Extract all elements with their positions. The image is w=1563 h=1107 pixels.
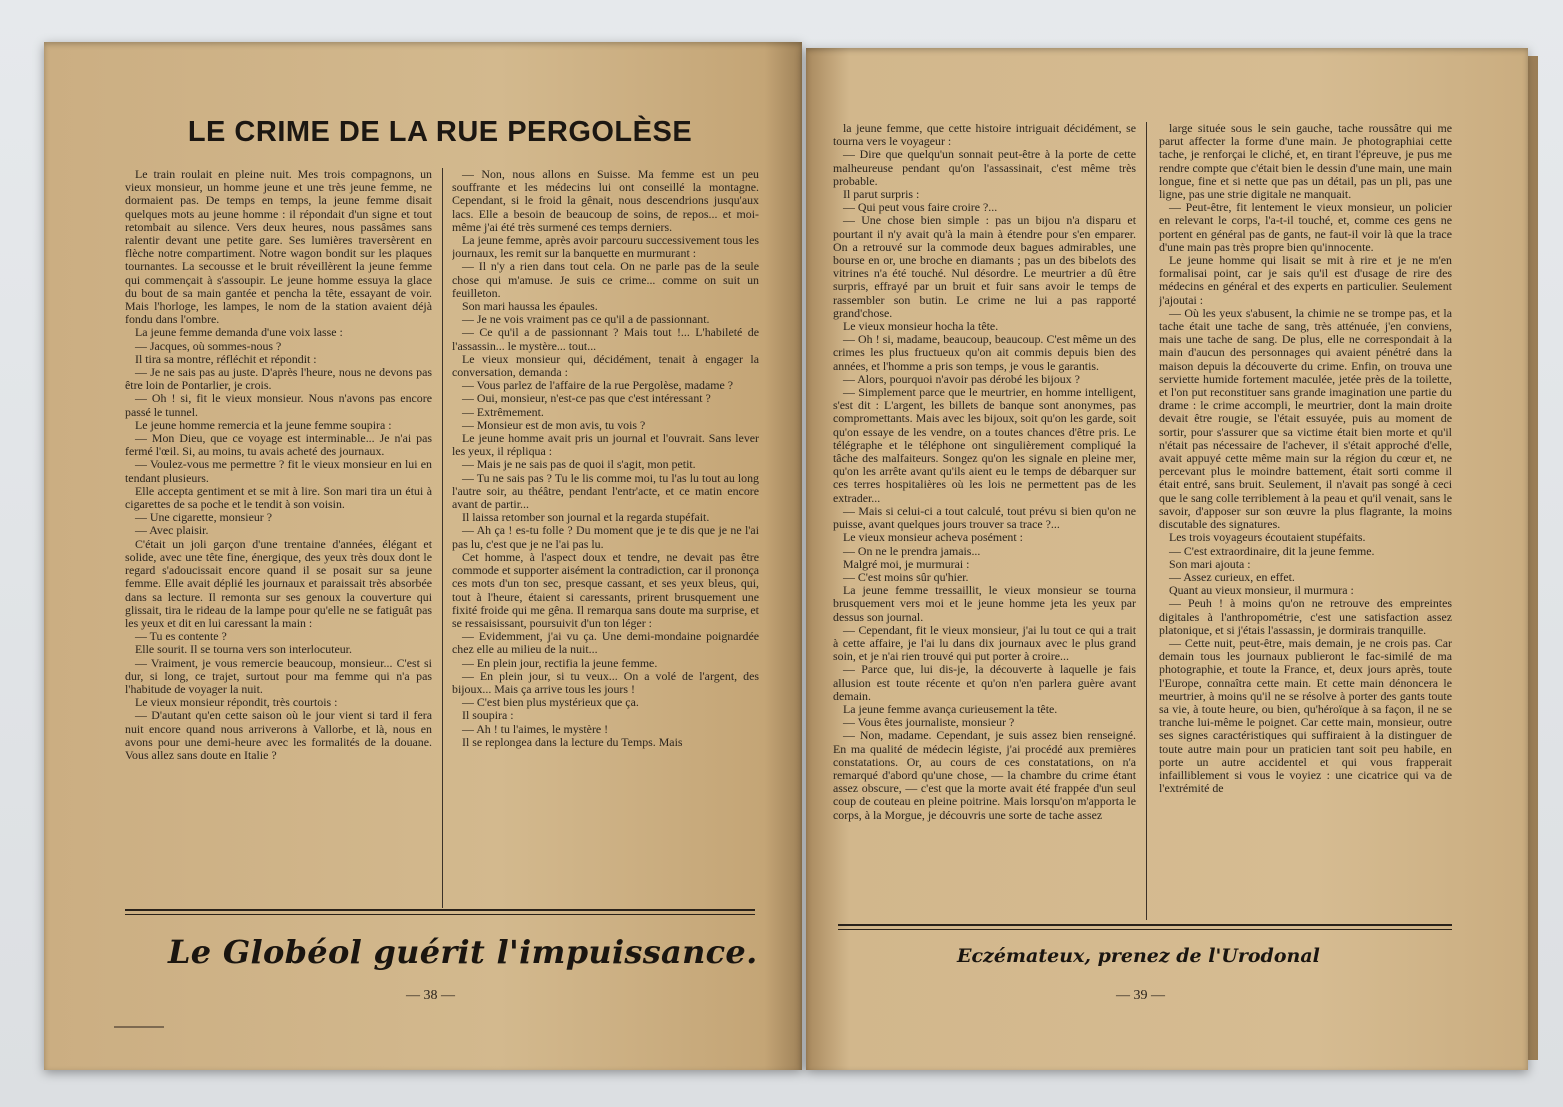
paragraph: — Vraiment, je vous remercie beaucoup, monsieur... C'est si dur, si long, ce trajet, surtout pour ma femme qui n'a pas l'habitude de voyager la nuit. bbox=[125, 655, 432, 696]
paragraph: — C'est bien plus mystérieux que ça. bbox=[462, 695, 639, 710]
paragraph: — En plein jour, si tu veux... On a volé de l'argent, des bijoux... Mais ça arrive tous les jours ! bbox=[452, 668, 759, 696]
paragraph: Quant au vieux monsieur, il murmura : bbox=[1169, 583, 1354, 598]
paragraph: — Dire que quelqu'un sonnait peut-être à la porte de cette malheureuse pendant qu'on l'assassinait, c'est même très probable. bbox=[833, 147, 1136, 188]
paragraph: — Peuh ! à moins qu'on ne retrouve des empreintes digitales à l'anthropométrie, c'est une satisfaction assez platonique, et si j'étais l'assassin, je dormirais tranquille. bbox=[1159, 596, 1452, 637]
paragraph: — En plein jour, rectifia la jeune femme. bbox=[462, 655, 658, 670]
advertisement-left: Le Globéol guérit l'impuissance. bbox=[168, 933, 758, 971]
paragraph: — Où les yeux s'abusent, la chimie ne se trompe pas, et la tache était une tache de sang, très atténuée, j'en conviens, mais une tache de sang. De plus, elle ne correspondait à la main d'aucun des personnages qui avaient pénétré dans la maison depuis la découverte du crime. Enfin, on trouva une serviette humide fortement maculée, jetée près de la toilette, et l'on put reconstituer sans grande imagination une partie du drame : le crime accompli, le meurtrier, dont la main droite devait être rougie, se l'était essuyée, puis au moment de sortir, pour s'assurer que sa victime était bien morte et qu'il n'était pas nécessaire de l'achever, il s'était approché d'elle, avait appuyé cette même main sur la région du cœur et, ne percevant plus le moindre battement, était sorti comme il était entré, sans bruit. Seulement, il n'avait pas songé à ceci que le sang colle terriblement à la peau et qu'il venait, sans le savoir, d'apposer sur son œuvre la plus flagrante, la moins discutable des signatures. bbox=[1159, 305, 1452, 532]
text-column-4 bbox=[1159, 122, 1452, 922]
paragraph: Il se replongea dans la lecture du Temps. Mais bbox=[462, 734, 683, 749]
text-column-2 bbox=[452, 168, 759, 913]
paragraph: Le vieux monsieur qui, décidément, tenait à engager la conversation, demanda : bbox=[452, 351, 759, 380]
paragraph: — Avec plaisir. bbox=[135, 523, 209, 538]
paragraph: La jeune femme avança curieusement la tête. bbox=[843, 701, 1058, 716]
paragraph: — Monsieur est de mon avis, tu vois ? bbox=[462, 417, 646, 432]
column-divider-left bbox=[442, 168, 443, 908]
paragraph: — Il n'y a rien dans tout cela. On ne parle pas de la seule chose qui m'amuse. Je suis ce crime... comme on suit un feuilleton. bbox=[452, 259, 759, 300]
article-title: LE CRIME DE LA RUE PERGOLÈSE bbox=[187, 116, 693, 148]
paragraph: Il laissa retomber son journal et la regarda stupéfait. bbox=[462, 510, 710, 525]
paragraph: — D'autant qu'en cette saison où le jour vient si tard il fera nuit encore quand nous arriverons à Vallorbe, et là, nous en avons pour une demi-heure avec les formalités de la douane. Vous allez sans doute en Italie ? bbox=[125, 708, 432, 762]
paragraph: — Peut-être, fit lentement le vieux monsieur, un policier en relevant le corps, l'a-t-il touché, et, comme ces gens ne portent en général pas de gants, ne faut-il voir là que la trace d'une main pas très propre bien qu'innocente. bbox=[1159, 200, 1452, 254]
paragraph: — Cette nuit, peut-être, mais demain, je ne crois pas. Car demain tous les journaux publieront le fac-similé de ma photographie, et toute la France, et, deux jours après, toute l'Europe, connaîtra cette main. Et cette main dénoncera le meurtrier, à moins qu'il ne se résolve à porter des gants toute sa vie, à toute heure, ou bien, qu'héroïque à sa façon, il ne se tranche lui-même le poignet. Car cette main, monsieur, outre ses signes caractéristiques qui suffiraient à la distinguer de toute autre main pour un praticien tant soit peu habile, en porte un autre accidentel et qui vous frapperait infailliblement si vous le voyiez : une cicatrice qui va de l'extrémité de bbox=[1159, 635, 1452, 796]
paragraph: — Mon Dieu, que ce voyage est interminable... Je n'ai pas fermé l'œil. Si, au moins, tu avais acheté des journaux. bbox=[125, 431, 432, 459]
paragraph: Les trois voyageurs écoutaient stupéfaits. bbox=[1169, 530, 1366, 545]
paragraph: — Oh ! si, madame, beaucoup, beaucoup. C'est même un des crimes les plus fructueux qu'on ait commis depuis bien des années, et l'homme a pris son temps, je vous le garantis. bbox=[833, 332, 1136, 373]
paragraph: Le vieux monsieur hocha la tête. bbox=[843, 319, 999, 334]
paragraph: — C'est moins sûr qu'hier. bbox=[843, 569, 969, 584]
paragraph: — On ne le prendra jamais... bbox=[843, 543, 981, 558]
paragraph: Il tira sa montre, réfléchit et répondit : bbox=[135, 351, 317, 366]
paragraph: — Oui, monsieur, n'est-ce pas que c'est intéressant ? bbox=[462, 391, 711, 406]
paragraph: — Tu ne sais pas ? Tu le lis comme moi, tu l'as lu tout au long l'autre soir, au théâtre, pendant l'entr'acte, et ce matin encore avant de partir... bbox=[452, 470, 759, 512]
paragraph: — Extrêmement. bbox=[462, 404, 544, 419]
paragraph: — Cependant, fit le vieux monsieur, j'ai lu tout ce qui a trait à cette affaire, je l'ai lu dans dix journaux avec le plus grand soin, et je n'ai rien trouvé qui put porter à croire... bbox=[833, 622, 1136, 664]
paragraph: La jeune femme tressaillit, le vieux monsieur se tourna brusquement vers moi et le jeune homme jeta les yeux par dessus son journal. bbox=[833, 583, 1136, 624]
text-column-1 bbox=[125, 168, 432, 903]
paragraph: Le jeune homme remercia et la jeune femme soupira : bbox=[135, 417, 392, 432]
paragraph: — Qui peut vous faire croire ?... bbox=[843, 200, 998, 215]
paragraph: large située sous le sein gauche, tache roussâtre qui me parut affecter la forme d'une main. Je photographiai cette tache, je renforçai le cliché, et, en tirant l'épreuve, je pus me rendre compte que c'était bien le dessin d'une main, une main longue, fine et si nette que pas un détail, pas un pli, pas une ligne, pas une strie digitale ne manquait. bbox=[1159, 122, 1452, 202]
paragraph: Elle sourit. Il se tourna vers son interlocuteur. bbox=[135, 642, 352, 657]
paragraph: La jeune femme, après avoir parcouru successivement tous les journaux, les remit sur la banquette en murmurant : bbox=[452, 233, 759, 261]
footer-rule-right-thin bbox=[838, 929, 1452, 930]
paragraph: — Ah ça ! es-tu folle ? Du moment que je te dis que je ne l'ai pas lu, c'est que je ne l'ai pas lu. bbox=[452, 523, 759, 551]
paragraph: Il soupira : bbox=[462, 708, 514, 723]
paragraph: — Mais je ne sais pas de quoi il s'agit, mon petit. bbox=[462, 457, 696, 472]
paragraph: Le train roulait en pleine nuit. Mes trois compagnons, un vieux monsieur, un homme jeune et une très jeune femme, ne dormaient pas. De temps en temps, la jeune femme disait quelques mots au jeune homme : il répondait d'un signe et tout retombait au silence. Vers deux heures, nous passâmes sans ralentir devant une petite gare. Ses lumières traversèrent en flèche notre compartiment. Notre wagon bondit sur les plaques tournantes. La secousse et le bruit réveillèrent la jeune femme qui commençait à s'assoupir. Le jeune homme essuya la glace du bout de sa main gantée et pencha la tête, essayant de voir. Mais l'horloge, les lampes, le nom de la station avaient déjà fondu dans l'ombre. bbox=[125, 168, 432, 327]
paragraph: Le vieux monsieur répondit, très courtois : bbox=[135, 695, 338, 710]
text-column-3 bbox=[833, 122, 1136, 922]
paragraph: — Voulez-vous me permettre ? fit le vieux monsieur en lui en tendant plusieurs. bbox=[125, 457, 432, 485]
footer-rule-left bbox=[125, 909, 755, 911]
paragraph: Le jeune homme avait pris un journal et l'ouvrait. Sans lever les yeux, il répliqua : bbox=[452, 431, 759, 459]
paragraph: — Assez curieux, en effet. bbox=[1169, 569, 1295, 584]
paragraph: — Mais si celui-ci a tout calculé, tout prévu si bien qu'on ne puisse, avant quelques jours trouver sa trace ?... bbox=[833, 503, 1136, 532]
paragraph: C'était un joli garçon d'une trentaine d'années, élégant et solide, avec une tête fine, énergique, des yeux très doux dont le regard s'adoucissait encore quand il se posait sur sa jeune femme. Elle avait déplié les journaux et paraissait très absorbée dans sa lecture. Il remonta sur ses genoux la couverture qui glissait, tira le rideau de la lampe pour qu'elle ne se fatiguât pas les yeux et dit en lui caressant la main : bbox=[125, 536, 432, 630]
paragraph: — Non, nous allons en Suisse. Ma femme est un peu souffrante et les médecins lui ont conseillé la montagne. Cependant, si le froid la gênait, nous descendrions jusqu'aux lacs. Elle a besoin de beaucoup de soins, de repos... et moi-même j'ai été très surmené ces temps derniers. bbox=[452, 168, 759, 234]
paragraph: — Ce qu'il a de passionnant ? Mais tout !... L'habileté de l'assassin... le mystère... tout... bbox=[452, 325, 759, 353]
paragraph: Son mari ajouta : bbox=[1169, 556, 1251, 571]
paragraph: — Je ne vois vraiment pas ce qu'il a de passionnant. bbox=[462, 312, 710, 327]
paragraph: La jeune femme demanda d'une voix lasse : bbox=[135, 325, 343, 340]
paragraph: — Une chose bien simple : pas un bijou n'a disparu et pourtant il n'y avait qu'à la main à étendre pour s'en emparer. On a retrouvé sur la commode deux bagues admirables, une bourse en or, une broche en diamants ; pas un des bibelots des vitrines n'a été touché. Nul désordre. Le meurtrier a dû être surpris, effrayé par un bruit et fuir sans avoir le temps de rassembler son butin. Le crime ne lui a pas rapporté grand'chose. bbox=[833, 213, 1136, 320]
footer-rule-left-thin bbox=[125, 914, 755, 915]
paragraph: — Ah ! tu l'aimes, le mystère ! bbox=[462, 721, 609, 736]
page-number-left: — 38 — bbox=[406, 988, 455, 1003]
ink-smudge bbox=[114, 1026, 164, 1028]
paragraph: Malgré moi, je murmurai : bbox=[843, 556, 970, 571]
paragraph: — Jacques, où sommes-nous ? bbox=[135, 338, 282, 353]
advertisement-right: Eczémateux, prenez de l'Urodonal bbox=[957, 945, 1320, 967]
paragraph: — Vous êtes journaliste, monsieur ? bbox=[843, 715, 1015, 730]
paragraph: Cet homme, à l'aspect doux et tendre, ne devait pas être commode et supporter aisément la contradiction, car il prononça ces mots d'un ton sec, presque cassant, et ses yeux bleus, qui, tout à l'heure, étaient si caressants, prirent brusquement une fixité froide qui me gêna. Il remarqua sans doute ma surprise, et se ressaisissant, poursuivit d'un ton léger : bbox=[452, 549, 759, 630]
paragraph: — Non, madame. Cependant, je suis assez bien renseigné. En ma qualité de médecin légiste, j'ai procédé aux premières constatations. Or, au cours de ces constatations, on n'a remarqué d'abord qu'une chose, — la chambre du crime étant assez obscure, — c'est que la morte avait été frappée d'un seul coup de couteau en pleine poitrine. Mais lorsqu'on m'apporta le corps, à la Morgue, je découvris une sorte de tache assez bbox=[833, 728, 1136, 822]
paragraph: — C'est extraordinaire, dit la jeune femme. bbox=[1169, 543, 1375, 558]
paragraph: — Simplement parce que le meurtrier, en homme intelligent, s'est dit : L'argent, les billets de banque sont anonymes, pas compromettants. Mais avec les bijoux, soit qu'on les garde, soit qu'on essaye de les vendre, on a toutes chances d'être pris. Le télégraphe et le téléphone ont singulièrement compliqué la tâche des malfaiteurs. Songez qu'on les signale en pleine mer, qu'on les arrête avant qu'ils aient eu le temps de débarquer sur ces terres hospitalières où les lois ne permettent pas de les extrader... bbox=[833, 385, 1136, 505]
paragraph: Le vieux monsieur acheva posément : bbox=[843, 530, 1023, 545]
paragraph: la jeune femme, que cette histoire intriguait décidément, se tourna vers le voyageur : bbox=[833, 122, 1136, 149]
page-number-right: — 39 — bbox=[1116, 988, 1165, 1003]
column-divider-right bbox=[1146, 122, 1147, 920]
paragraph: Le jeune homme qui lisait se mit à rire et je ne m'en formalisai point, car je sais qu'il est d'usage de rire des médecins en général et des experts en particulier. Seulement j'ajoutai : bbox=[1159, 253, 1452, 307]
paragraph: — Evidemment, j'ai vu ça. Une demi-mondaine poignardée chez elle au milieu de la nuit... bbox=[452, 629, 759, 657]
paragraph: — Oh ! si, fit le vieux monsieur. Nous n'avons pas encore passé le tunnel. bbox=[125, 391, 432, 419]
paragraph: — Je ne sais pas au juste. D'après l'heure, nous ne devons pas être loin de Pontarlier, je crois. bbox=[125, 365, 432, 393]
paragraph: — Tu es contente ? bbox=[135, 629, 227, 644]
paragraph: — Une cigarette, monsieur ? bbox=[135, 510, 273, 525]
footer-rule-right bbox=[838, 924, 1452, 926]
paragraph: — Parce que, lui dis-je, la découverte à laquelle je fais allusion est toute récente et qu'on n'en parlera guère avant demain. bbox=[833, 662, 1136, 703]
paragraph: Il parut surpris : bbox=[843, 187, 920, 202]
paragraph: — Vous parlez de l'affaire de la rue Pergolèse, madame ? bbox=[462, 378, 734, 393]
paragraph: — Alors, pourquoi n'avoir pas dérobé les bijoux ? bbox=[843, 371, 1080, 386]
paragraph: Elle accepta gentiment et se mit à lire. Son mari tira un étui à cigarettes de sa poche et le tendit à son voisin. bbox=[125, 483, 432, 512]
paragraph: Son mari haussa les épaules. bbox=[462, 299, 598, 314]
